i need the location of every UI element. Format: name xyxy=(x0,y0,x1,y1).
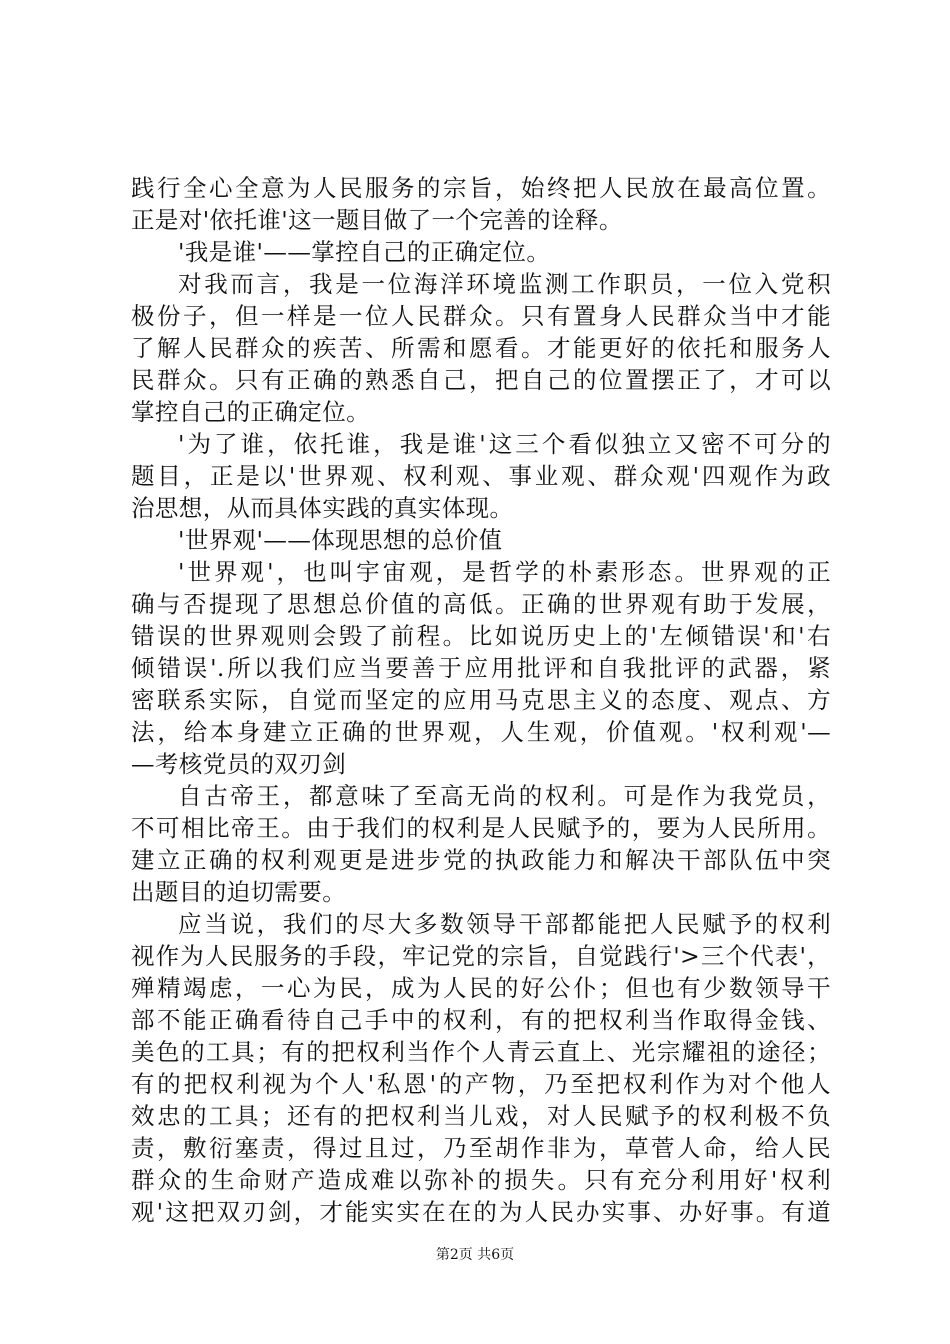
text-line: 建立正确的权利观更是进步党的执政能力和解决干部队伍中突 xyxy=(131,846,831,874)
text-line: 极份子，但一样是一位人民群众。只有置身人民群众当中才能 xyxy=(131,302,831,330)
text-line: 群众的生命财产造成难以弥补的损失。只有充分利用好'权利 xyxy=(131,1166,831,1194)
text-line: 观'这把双刃剑，才能实实在在的为人民办实事、办好事。有道 xyxy=(131,1198,831,1226)
text-line: 出题目的迫切需要。 xyxy=(131,878,347,906)
text-line: '为了谁，依托谁，我是谁'这三个看似独立又密不可分的 xyxy=(178,430,831,458)
text-line: 不可相比帝王。由于我们的权利是人民赋予的，要为人民所用。 xyxy=(131,814,831,842)
text-line: '世界观'——体现思想的总价值 xyxy=(178,526,503,554)
text-line: 自古帝王，都意味了至高无尚的权利。可是作为我党员， xyxy=(178,782,831,810)
text-line: 治思想，从而具体实践的真实体现。 xyxy=(131,494,514,522)
text-line: 题目，正是以'世界观、权利观、事业观、群众观'四观作为政 xyxy=(131,462,831,490)
text-line: '世界观'，也叫宇宙观，是哲学的朴素形态。世界观的正 xyxy=(178,558,831,586)
page-footer: 第2页 共6页 xyxy=(435,1247,515,1263)
text-line: 效忠的工具；还有的把权利当儿戏，对人民赋予的权利极不负 xyxy=(131,1102,831,1130)
text-line: 密联系实际，自觉而坚定的应用马克思主义的态度、观点、方 xyxy=(131,686,831,714)
text-line: '我是谁'——掌控自己的正确定位。 xyxy=(178,238,551,266)
text-line: 责，敷衍塞责，得过且过，乃至胡作非为，草菅人命，给人民 xyxy=(131,1134,831,1162)
text-line: 了解人民群众的疾苦、所需和愿看。才能更好的依托和服务人 xyxy=(131,334,831,362)
text-line: —考核党员的双刃剑 xyxy=(131,750,347,778)
text-line: 民群众。只有正确的熟悉自己，把自己的位置摆正了，才可以 xyxy=(131,366,831,394)
text-line: 错误的世界观则会毁了前程。比如说历史上的'左倾错误'和'右 xyxy=(131,622,831,650)
text-line: 正是对'依托谁'这一题目做了一个完善的诠释。 xyxy=(131,206,623,234)
text-line: 践行全心全意为人民服务的宗旨，始终把人民放在最高位置。 xyxy=(131,174,831,202)
text-line: 法，给本身建立正确的世界观，人生观，价值观。'权利观'— xyxy=(131,718,831,746)
text-line: 应当说，我们的尽大多数领导干部都能把人民赋予的权利 xyxy=(178,910,831,938)
text-line: 倾错误'.所以我们应当要善于应用批评和自我批评的武器，紧 xyxy=(131,654,831,682)
text-line: 有的把权利视为个人'私恩'的产物，乃至把权利作为对个他人 xyxy=(131,1070,831,1098)
text-line: 对我而言，我是一位海洋环境监测工作职员，一位入党积 xyxy=(178,270,831,298)
document-body xyxy=(131,172,831,1228)
text-line: 视作为人民服务的手段，牢记党的宗旨，自觉践行'>三个代表'， xyxy=(131,942,831,970)
text-line: 殚精竭虑，一心为民，成为人民的好公仆；但也有少数领导干 xyxy=(131,974,831,1002)
text-line: 美色的工具；有的把权利当作个人青云直上、光宗耀祖的途径； xyxy=(131,1038,831,1066)
text-line: 掌控自己的正确定位。 xyxy=(131,398,370,426)
text-line: 确与否提现了思想总价值的高低。正确的世界观有助于发展， xyxy=(131,590,831,618)
text-line: 部不能正确看待自己手中的权利，有的把权利当作取得金钱、 xyxy=(131,1006,831,1034)
